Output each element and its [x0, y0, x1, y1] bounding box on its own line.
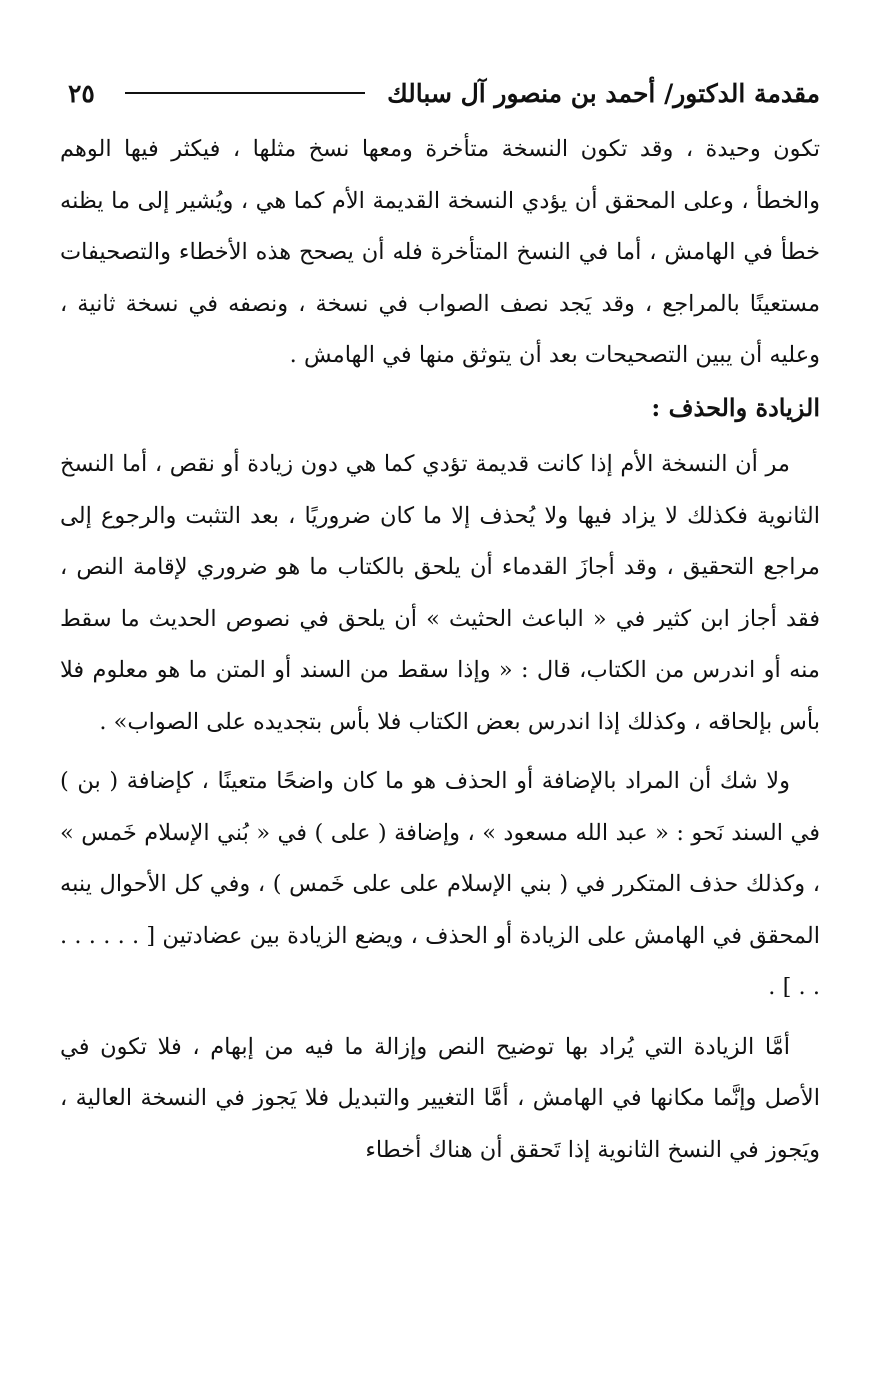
page-number: ٢٥ [68, 78, 95, 108]
book-page [60, 70, 820, 1176]
paragraph-4: أمَّا الزيادة التي يُراد بها توضيح النص وإزالة ما فيه من إبهام ، فلا تكون في الأصل وإنَّما مكانها في الهامش ، أمَّا التغيير والتبديل فلا يَجوز في النسخة العالية ، ويَجوز في النسخ الثانوية إذا تَحقق أن هناك أخطاء [60, 1033, 820, 1163]
paragraph-1: تكون وحيدة ، وقد تكون النسخة متأخرة ومعها نسخ مثلها ، فيكثر فيها الوهم والخطأ ، وعلى المحقق أن يؤدي النسخة القديمة الأم كما هي ، ويُشير إلى ما يظنه خطأ في الهامش ، أما في النسخ المتأخرة فله أن يصحح هذه الأخطاء والتصحيفات مستعينًا بالمراجع ، وقد يَجد نصف الصواب في نسخة ، ونصفه في نسخة ثانية ، وعليه أن يبين التصحيحات بعد أن يتوثق منها في الهامش . [60, 136, 820, 368]
running-header [60, 70, 820, 116]
header-rule [125, 92, 365, 94]
paragraph-2: مر أن النسخة الأم إذا كانت قديمة تؤدي كما هي دون زيادة أو نقص ، أما النسخ الثانوية فكذلك لا يزاد فيها ولا يُحذف إلا ما كان ضروريًا ، بعد التثبت والرجوع إلى مراجع التحقيق ، وقد أجازَ القدماء أن يلحق بالكتاب ما هو ضروري لإقامة النص ، فقد أجاز ابن كثير في « الباعث الحثيث » أن يلحق في نصوص الحديث ما سقط منه أو اندرس من الكتاب، قال : « وإذا سقط من السند أو المتن ما هو معلوم فلا بأس بإلحاقه ، وكذلك إذا اندرس بعض الكتاب فلا بأس بتجديده على الصواب» . [60, 451, 820, 735]
header-title: مقدمة الدكتور/ أحمد بن منصور آل سبالك [387, 78, 820, 108]
page-body [60, 124, 820, 1176]
section-heading: الزيادة والحذف : [651, 392, 820, 422]
paragraph-3: ولا شك أن المراد بالإضافة أو الحذف هو ما كان واضحًا متعينًا ، كإضافة ( بن ) في السند نَحو : « عبد الله مسعود » ، وإضافة ( على ) في « بُني الإسلام خَمس » ، وكذلك حذف المتكرر في ( بني الإسلام على على خَمس ) ، وفي كل الأحوال ينبه المحقق في الهامش على الزيادة أو الحذف ، ويضع الزيادة بين عضادتين [ . . . . . . . . ] . [60, 768, 820, 1000]
